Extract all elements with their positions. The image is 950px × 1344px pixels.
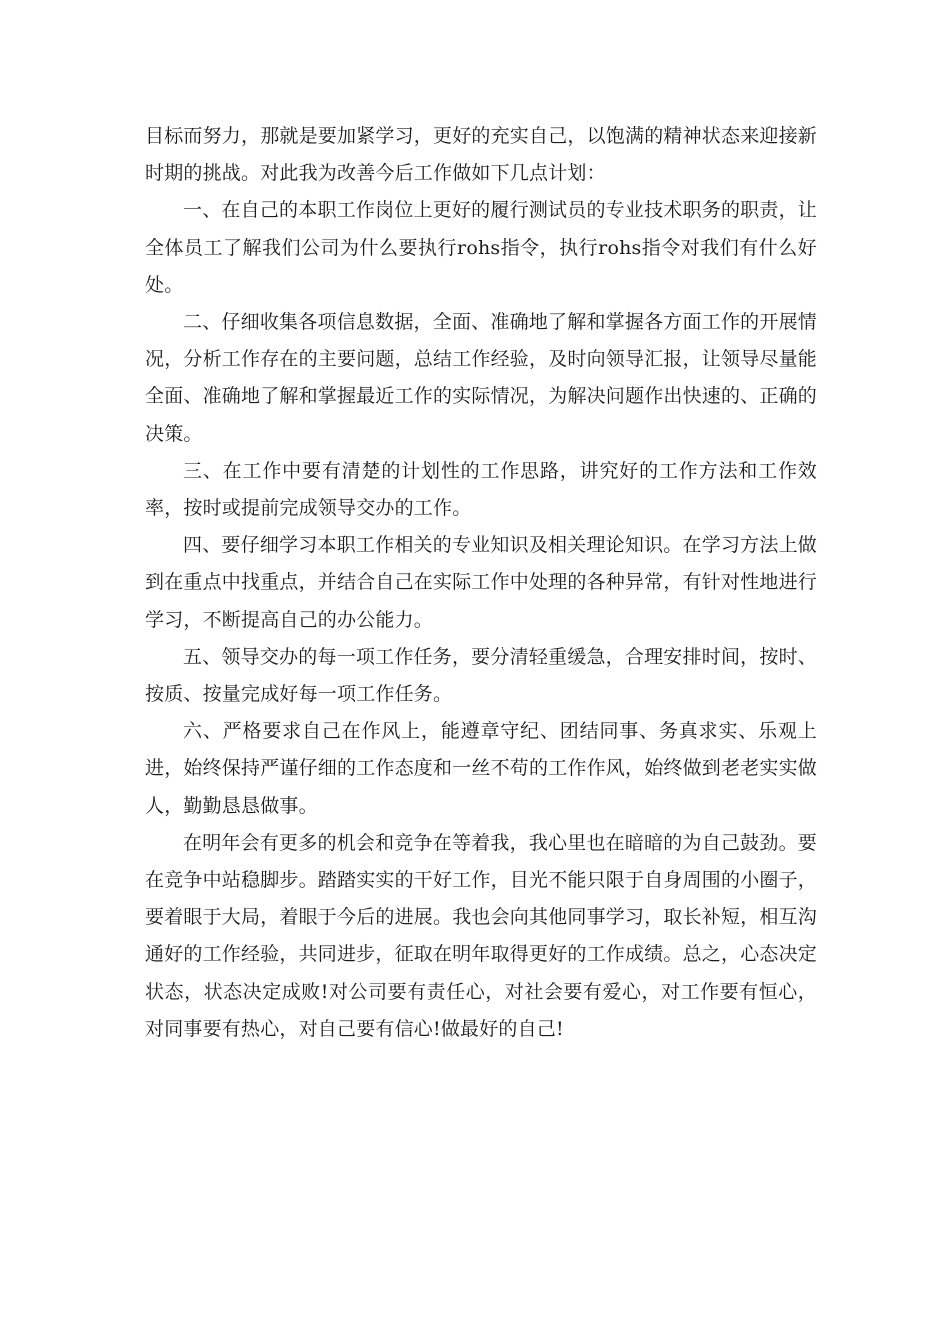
paragraph-plan-1: 一、在自己的本职工作岗位上更好的履行测试员的专业技术职务的职责，让全体员工了解我们公司为什么要执行rohs指令，执行rohs指令对我们有什么好处。 — [145, 199, 817, 296]
paragraph-intro: 目标而努力，那就是要加紧学习，更好的充实自己，以饱满的精神状态来迎接新时期的挑战。对此我为改善今后工作做如下几点计划： — [145, 125, 818, 185]
paragraph-plan-6: 六、严格要求自己在作风上，能遵章守纪、团结同事、务真求实、乐观上进，始终保持严谨仔细的工作态度和一丝不苟的工作作风，始终做到老老实实做人，勤勤恳恳做事。 — [145, 720, 818, 817]
document-body — [145, 118, 817, 1048]
paragraph-plan-2: 二、仔细收集各项信息数据，全面、准确地了解和掌握各方面工作的开展情况，分析工作存在的主要问题，总结工作经验，及时向领导汇报，让领导尽量能全面、准确地了解和掌握最近工作的实际情况，为解决问题作出快速的、正确的决策。 — [145, 311, 818, 445]
paragraph-plan-4: 四、要仔细学习本职工作相关的专业知识及相关理论知识。在学习方法上做到在重点中找重点，并结合自己在实际工作中处理的各种异常，有针对性地进行学习，不断提高自己的办公能力。 — [145, 534, 818, 631]
paragraph-plan-5: 五、领导交办的每一项工作任务，要分清轻重缓急，合理安排时间，按时、按质、按量完成好每一项工作任务。 — [145, 645, 817, 706]
paragraph-plan-3: 三、在工作中要有清楚的计划性的工作思路，讲究好的工作方法和工作效率，按时或提前完成领导交办的工作。 — [145, 459, 817, 520]
paragraph-conclusion: 在明年会有更多的机会和竞争在等着我，我心里也在暗暗的为自己鼓劲。要在竞争中站稳脚步。踏踏实实的干好工作，目光不能只限于自身周围的小圈子，要着眼于大局，着眼于今后的进展。我也会向其他同事学习，取长补短，相互沟通好的工作经验，共同进步，征取在明年取得更好的工作成绩。总之，心态决定状态，状态决定成败!对公司要有责任心，对社会要有爱心，对工作要有恒心，对同事要有热心，对自己要有信心!做最好的自己! — [145, 831, 818, 1040]
